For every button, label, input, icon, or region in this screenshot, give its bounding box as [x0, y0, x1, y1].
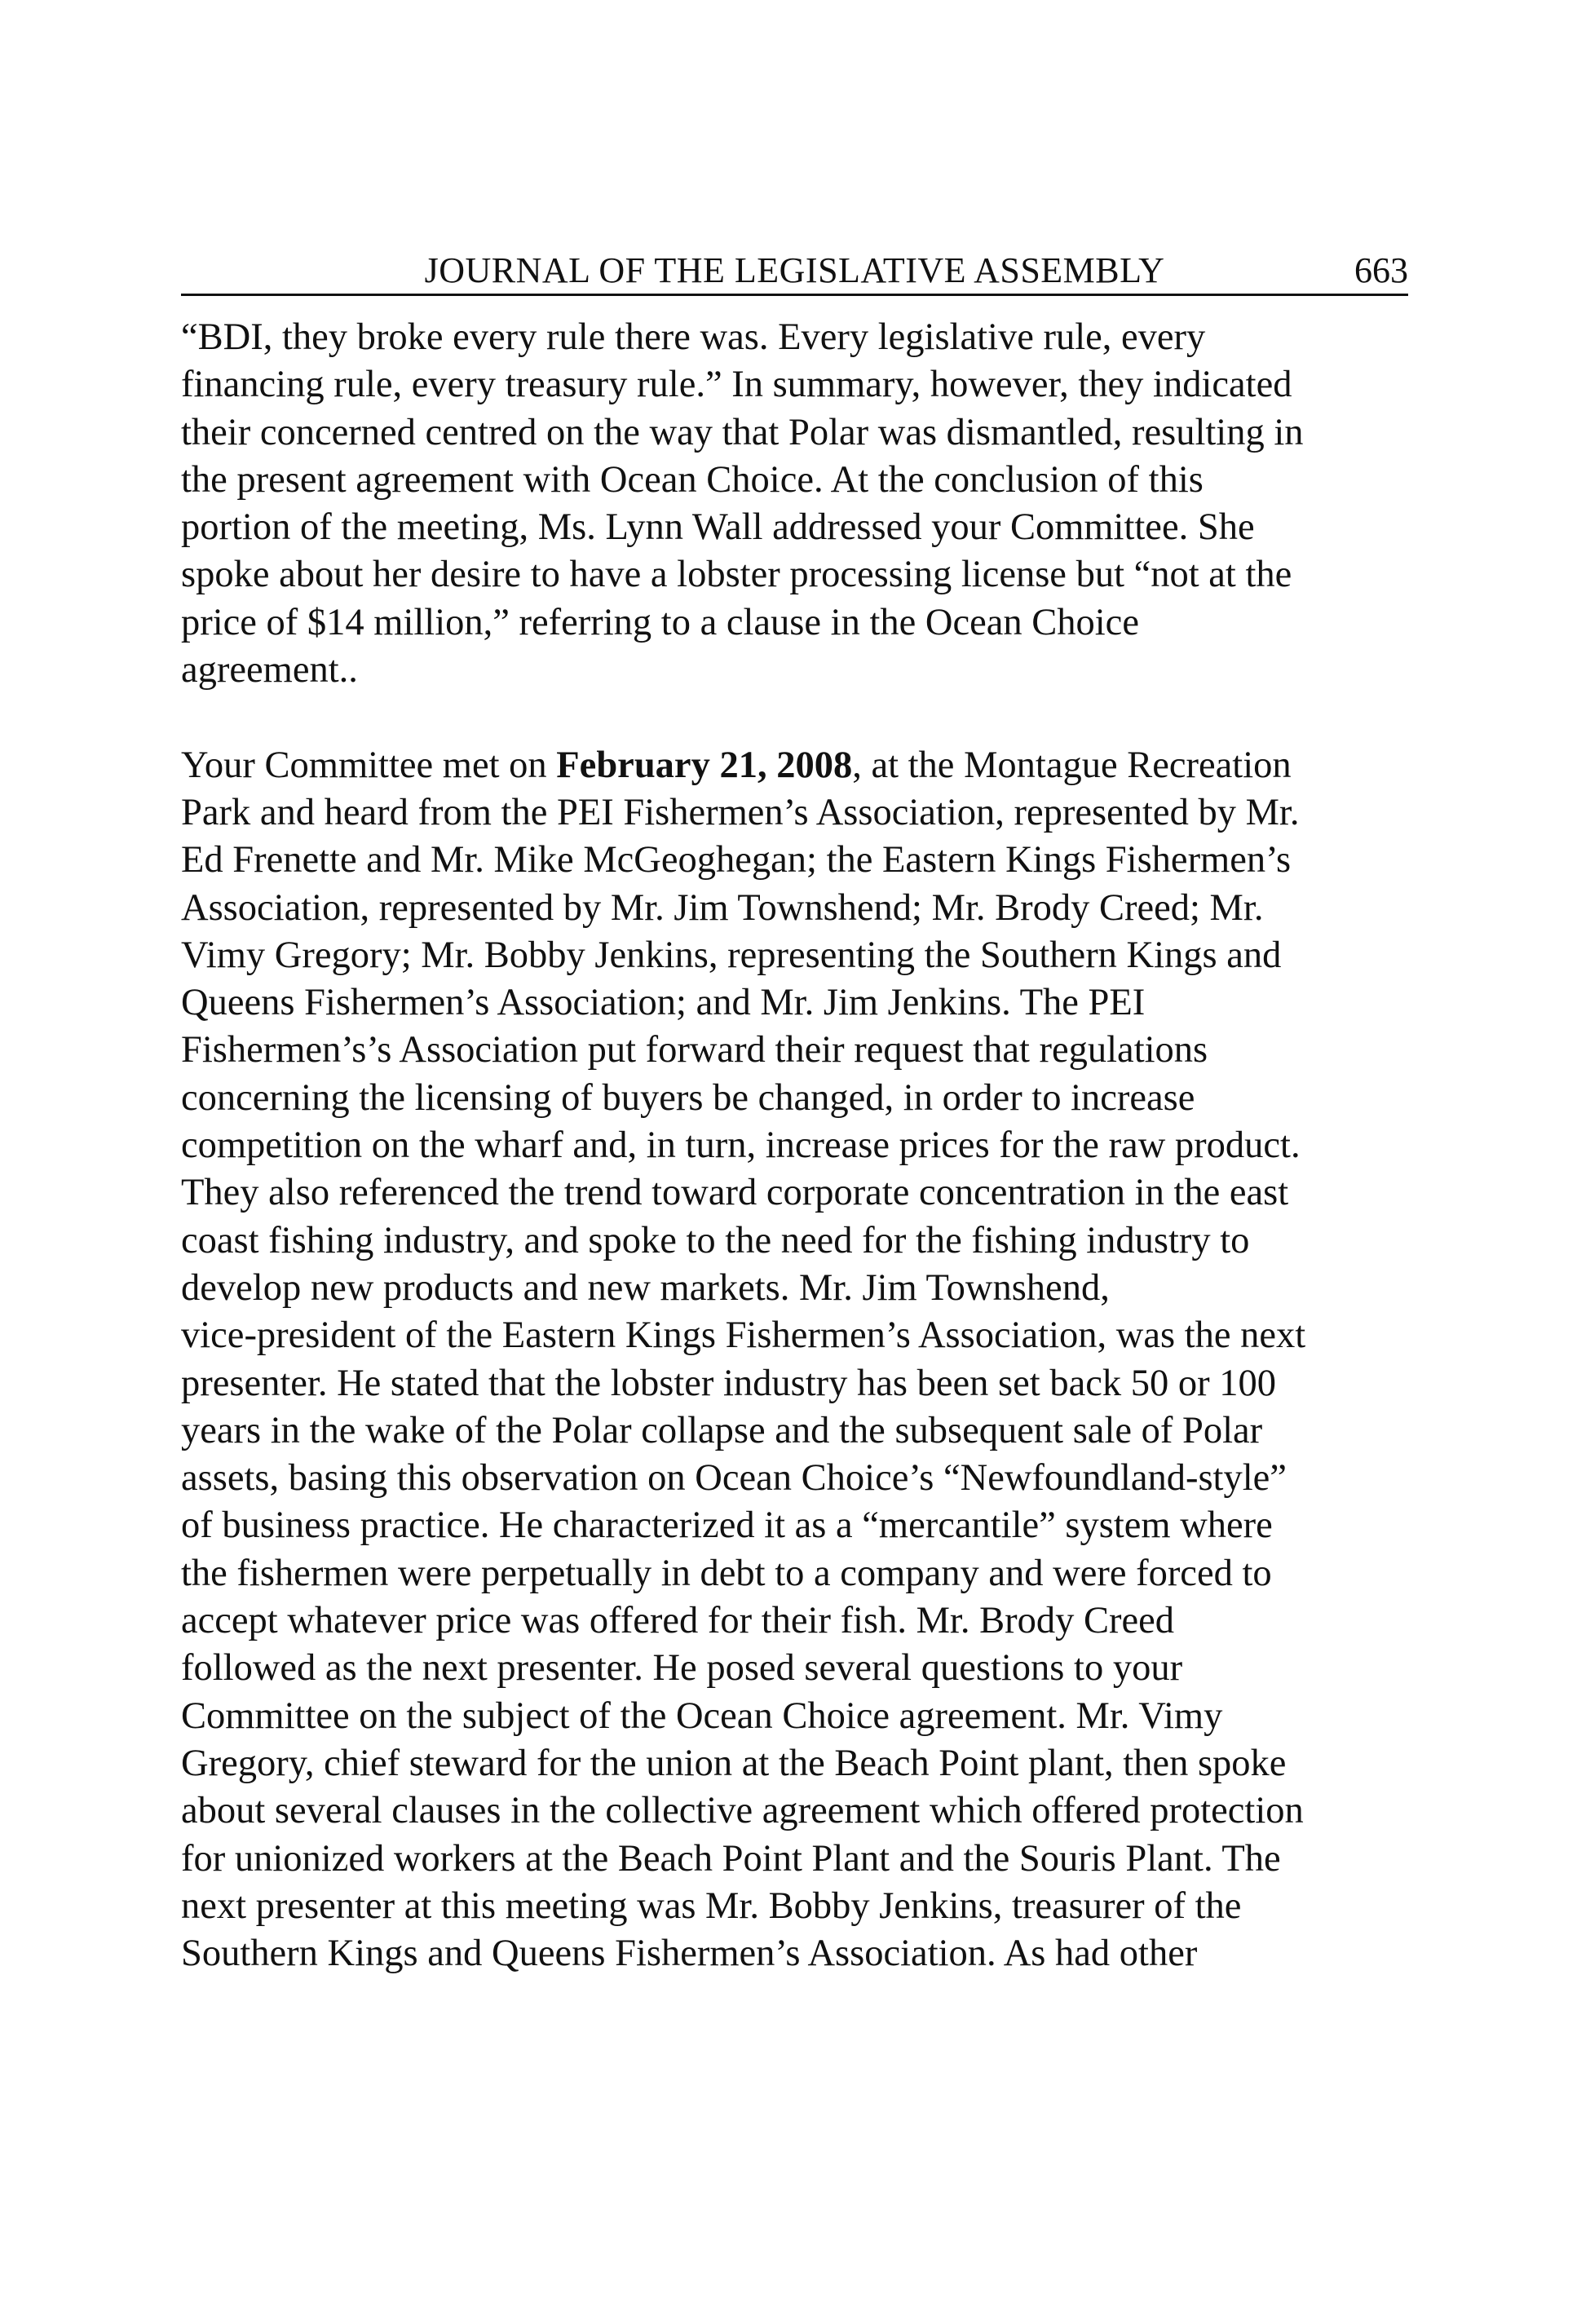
paragraph-line: spoke about her desire to have a lobster processing license but “not at the — [181, 554, 1292, 596]
paragraph-line: Vimy Gregory; Mr. Bobby Jenkins, representing the Southern Kings and — [181, 934, 1282, 976]
paragraph-line: competition on the wharf and, in turn, increase prices for the raw product. — [181, 1124, 1301, 1167]
paragraph-line: Queens Fishermen’s Association; and Mr. Jim Jenkins. The PEI — [181, 982, 1146, 1024]
paragraph-line: Park and heard from the PEI Fishermen’s Association, represented by Mr. — [181, 791, 1300, 833]
paragraph-line: concerning the licensing of buyers be changed, in order to increase — [181, 1076, 1195, 1119]
paragraph-line: portion of the meeting, Ms. Lynn Wall addressed your Committee. She — [181, 506, 1255, 549]
paragraph-line: agreement.. — [181, 649, 358, 691]
paragraph-line: Fishermen’s’s Association put forward their request that regulations — [181, 1029, 1208, 1071]
paragraph-1 — [181, 314, 1408, 694]
paragraph-2 — [181, 742, 1408, 1978]
paragraph-line: They also referenced the trend toward corporate concentration in the east — [181, 1172, 1289, 1214]
paragraph-line: about several clauses in the collective agreement which offered protection — [181, 1790, 1304, 1832]
paragraph-line: financing rule, every treasury rule.” In summary, however, they indicated — [181, 364, 1292, 406]
paragraph-first-line — [181, 742, 1408, 789]
meeting-date: February 21, 2008 — [556, 744, 853, 786]
paragraph-line: “BDI, they broke every rule there was. Every legislative rule, every — [181, 316, 1206, 358]
paragraph-line: next presenter at this meeting was Mr. Bobby Jenkins, treasurer of the — [181, 1884, 1242, 1927]
paragraph-line: Committee on the subject of the Ocean Choice agreement. Mr. Vimy — [181, 1694, 1223, 1737]
paragraph-line: accept whatever price was offered for their fish. Mr. Brody Creed — [181, 1600, 1174, 1642]
paragraph-line: vice-president of the Eastern Kings Fishermen’s Association, was the next — [181, 1314, 1306, 1357]
paragraph-line: Southern Kings and Queens Fishermen’s Association. As had other — [181, 1933, 1198, 1975]
paragraph-line: the fishermen were perpetually in debt to a company and were forced to — [181, 1552, 1272, 1594]
paragraph-line: presenter. He stated that the lobster industry has been set back 50 or 100 — [181, 1362, 1276, 1404]
paragraph-line: Ed Frenette and Mr. Mike McGeoghegan; the Eastern Kings Fishermen’s — [181, 839, 1292, 881]
running-header — [181, 249, 1408, 296]
page-number: 663 — [1354, 250, 1408, 290]
paragraph-line: Gregory, chief steward for the union at the Beach Point plant, then spoke — [181, 1742, 1287, 1784]
paragraph-line: develop new products and new markets. Mr. Jim Townshend, — [181, 1266, 1110, 1309]
body-text — [181, 314, 1408, 1977]
paragraph-line: their concerned centred on the way that Polar was dismantled, resulting in — [181, 411, 1304, 453]
paragraph-gap — [181, 694, 1408, 741]
paragraph-line: assets, basing this observation on Ocean Choice’s “Newfoundland-style” — [181, 1457, 1287, 1500]
paragraph-line: for unionized workers at the Beach Point Plant and the Souris Plant. The — [181, 1837, 1281, 1880]
first-line-lead: Your Committee met on — [181, 744, 557, 786]
paragraph-line: Association, represented by Mr. Jim Townshend; Mr. Brody Creed; Mr. — [181, 886, 1264, 929]
paragraph-line: of business practice. He characterized it as a “mercantile” system where — [181, 1504, 1273, 1547]
paragraph-line: years in the wake of the Polar collapse and the subsequent sale of Polar — [181, 1409, 1263, 1451]
paragraph-line: price of $14 million,” referring to a clause in the Ocean Choice — [181, 601, 1139, 643]
paragraph-line: followed as the next presenter. He posed several questions to your — [181, 1647, 1183, 1690]
first-line-rest: , at the Montague Recreation — [852, 744, 1292, 786]
paragraph-line: coast fishing industry, and spoke to the need for the fishing industry to — [181, 1219, 1250, 1261]
paragraph-line: the present agreement with Ocean Choice. At the conclusion of this — [181, 458, 1204, 501]
journal-title: JOURNAL OF THE LEGISLATIVE ASSEMBLY — [424, 250, 1165, 290]
